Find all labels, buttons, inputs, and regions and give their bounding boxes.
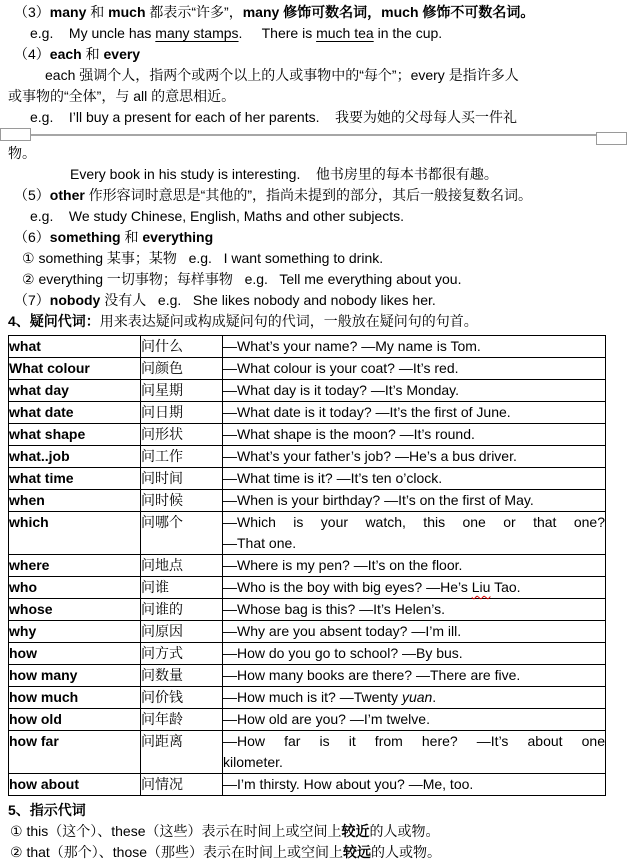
- text-segment: 或事物的“全体”，与 all 的意思相近。: [8, 88, 236, 104]
- example-line: [223, 446, 605, 467]
- text-segment: ② everything 一切事物；每样事物 e.g. Tell me everything about you.: [22, 271, 462, 287]
- example-cell: [223, 468, 606, 490]
- question-word-cell: how many: [9, 665, 141, 687]
- text-segment: —How do you go to school? —By bus.: [223, 645, 463, 661]
- text-segment: each: [49, 46, 82, 62]
- example-line: [223, 468, 605, 489]
- example-cell: [223, 555, 606, 577]
- question-word-cell: what..job: [9, 446, 141, 468]
- text-segment: —Where is my pen? —It’s on the floor.: [223, 557, 463, 573]
- table-row: [9, 687, 606, 709]
- example-line: [223, 533, 605, 554]
- text-segment: other: [49, 187, 85, 203]
- question-word-cell: who: [9, 577, 141, 599]
- example-cell: [223, 665, 606, 687]
- text-segment: 没有人 e.g. She likes nobody and nobody likes her.: [100, 292, 436, 308]
- question-word-cell: whose: [9, 599, 141, 621]
- text-segment: —Whose bag is this? —It’s Helen’s.: [223, 601, 446, 617]
- text-segment: 的人或物。: [371, 844, 442, 860]
- example-line: [223, 665, 605, 686]
- misspelled-word: Liu: [471, 579, 491, 595]
- text-segment: （6）: [14, 229, 50, 245]
- table-row: [9, 599, 606, 621]
- text-segment: 较近: [341, 823, 370, 839]
- question-word-cell: how old: [9, 709, 141, 731]
- doc-line: [8, 164, 613, 185]
- intro-bottom: [8, 143, 613, 332]
- meaning-cell: 问年龄: [141, 709, 223, 731]
- example-line: [223, 599, 605, 620]
- text-segment: —What day is it today? —It’s Monday.: [223, 382, 460, 398]
- example-cell: [223, 643, 606, 665]
- question-word-cell: how: [9, 643, 141, 665]
- table-row: [9, 512, 606, 555]
- page-break-right-mark: [596, 132, 627, 145]
- question-word-cell: what: [9, 336, 141, 358]
- example-line: [223, 687, 605, 708]
- text-segment: —Which is your watch, this one or that one?: [223, 514, 605, 530]
- meaning-cell: 问日期: [141, 402, 223, 424]
- doc-line: [8, 86, 613, 107]
- text-segment: —What’s your father’s job? —He’s a bus driver.: [223, 448, 517, 464]
- example-cell: [223, 512, 606, 555]
- text-segment: much: [108, 4, 146, 20]
- text-segment: 和: [120, 229, 143, 245]
- text-segment: —Who is the boy with big eyes? —He’s: [223, 579, 472, 595]
- text-segment: much tea: [316, 25, 374, 41]
- text-segment: 都表示“许多”，: [145, 4, 243, 20]
- text-segment: —That one.: [223, 535, 297, 551]
- text-segment: e.g. I’ll buy a present for each of her parents. 我要为她的父母每人买一件礼: [30, 109, 518, 125]
- example-line: [223, 424, 605, 445]
- text-segment: yuan: [401, 689, 433, 705]
- text-segment: 的人或物。: [369, 823, 440, 839]
- meaning-cell: 问哪个: [141, 512, 223, 555]
- text-segment: everything: [142, 229, 214, 245]
- table-row: [9, 402, 606, 424]
- text-segment: ② that（那个）、those（那些）表示在时间上或空间上: [10, 844, 344, 860]
- meaning-cell: 问情况: [141, 774, 223, 796]
- meaning-cell: 问星期: [141, 380, 223, 402]
- text-segment: nobody: [49, 292, 101, 308]
- table-row: [9, 577, 606, 599]
- text-segment: . There is: [238, 25, 317, 41]
- text-segment: each 强调个人，指两个或两个以上的人或事物中的“每个”；every 是指许多人: [45, 67, 519, 83]
- example-cell: [223, 621, 606, 643]
- question-word-cell: how much: [9, 687, 141, 709]
- text-segment: Every book in his study is interesting. 他书房里的每本书都很有趣。: [70, 166, 498, 182]
- doc-line: [8, 269, 613, 290]
- footer-section: [8, 800, 613, 863]
- example-line: [223, 402, 605, 423]
- question-word-cell: how about: [9, 774, 141, 796]
- meaning-cell: 问工作: [141, 446, 223, 468]
- example-line: [223, 774, 605, 795]
- text-segment: ① this（这个）、these（这些）表示在时间上或空间上: [10, 823, 342, 839]
- text-segment: —How far is it from here? —It’s about one: [223, 733, 605, 749]
- text-segment: —Why are you absent today? —I’m ill.: [223, 623, 462, 639]
- example-line: [223, 643, 605, 664]
- meaning-cell: 问数量: [141, 665, 223, 687]
- table-row: [9, 709, 606, 731]
- text-segment: many: [49, 4, 87, 20]
- text-segment: many stamps: [155, 25, 239, 41]
- question-word-cell: where: [9, 555, 141, 577]
- doc-line: [8, 143, 613, 164]
- text-segment: 较远: [343, 844, 372, 860]
- doc-line: [8, 821, 613, 842]
- example-line: [223, 752, 605, 773]
- question-word-cell: What colour: [9, 358, 141, 380]
- example-cell: [223, 687, 606, 709]
- meaning-cell: 问距离: [141, 731, 223, 774]
- meaning-cell: 问形状: [141, 424, 223, 446]
- example-line: [223, 490, 605, 511]
- meaning-cell: 问什么: [141, 336, 223, 358]
- text-segment: —What date is it today? —It’s the first of June.: [223, 404, 511, 420]
- table-row: [9, 731, 606, 774]
- table-row: [9, 358, 606, 380]
- example-line: [223, 555, 605, 576]
- example-line: [223, 380, 605, 401]
- example-line: [223, 621, 605, 642]
- example-cell: [223, 380, 606, 402]
- example-cell: [223, 490, 606, 512]
- meaning-cell: 问颜色: [141, 358, 223, 380]
- example-cell: [223, 336, 606, 358]
- example-cell: [223, 446, 606, 468]
- table-row: [9, 336, 606, 358]
- table-row: [9, 490, 606, 512]
- text-segment: 物。: [8, 145, 36, 161]
- intro-top: [8, 2, 613, 128]
- text-segment: 用来表达疑问或构成疑问句的代词，一般放在疑问句的句首。: [99, 313, 478, 329]
- text-segment: —I’m thirsty. How about you? —Me, too.: [223, 776, 474, 792]
- meaning-cell: 问价钱: [141, 687, 223, 709]
- question-word-cell: what day: [9, 380, 141, 402]
- text-segment: many 修饰可数名词，much 修饰不可数名词。: [242, 4, 535, 20]
- question-word-cell: when: [9, 490, 141, 512]
- example-line: [223, 577, 605, 598]
- text-segment: 和: [86, 4, 109, 20]
- doc-line: [8, 206, 613, 227]
- doc-line: [8, 248, 613, 269]
- meaning-cell: 问谁的: [141, 599, 223, 621]
- question-word-cell: why: [9, 621, 141, 643]
- text-segment: something: [49, 229, 121, 245]
- page-break-left-mark: [0, 128, 31, 141]
- question-word-cell: which: [9, 512, 141, 555]
- example-cell: [223, 402, 606, 424]
- text-segment: Tao.: [490, 579, 521, 595]
- doc-line: [8, 23, 613, 44]
- text-segment: —How many books are there? —There are five.: [223, 667, 521, 683]
- example-cell: [223, 358, 606, 380]
- text-segment: —What shape is the moon? —It’s round.: [223, 426, 475, 442]
- example-cell: [223, 577, 606, 599]
- table-row: [9, 621, 606, 643]
- text-segment: e.g. My uncle has: [30, 25, 156, 41]
- example-cell: [223, 774, 606, 796]
- example-cell: [223, 599, 606, 621]
- text-segment: ① something 某事；某物 e.g. I want something to drink.: [22, 250, 384, 266]
- doc-line: [8, 290, 613, 311]
- question-word-cell: what shape: [9, 424, 141, 446]
- table-row: [9, 380, 606, 402]
- text-segment: in the cup.: [373, 25, 443, 41]
- meaning-cell: 问方式: [141, 643, 223, 665]
- example-line: [223, 512, 605, 533]
- doc-line: [8, 65, 613, 86]
- page-break-indicator: [0, 128, 627, 143]
- doc-line: [8, 44, 613, 65]
- text-segment: 5、指示代词: [8, 802, 86, 818]
- table-row: [9, 468, 606, 490]
- text-segment: 4、疑问代词：: [8, 313, 100, 329]
- doc-line: [8, 842, 613, 863]
- text-segment: —What colour is your coat? —It’s red.: [223, 360, 459, 376]
- doc-line: [8, 311, 613, 332]
- text-segment: （4）: [14, 46, 50, 62]
- text-segment: 作形容词时意思是“其他的”，指尚未提到的部分，其后一般接复数名词。: [84, 187, 533, 203]
- text-segment: —How much is it? —Twenty: [223, 689, 402, 705]
- pronoun-table-body: [9, 336, 606, 796]
- text-segment: e.g. We study Chinese, English, Maths and other subjects.: [30, 208, 405, 224]
- text-segment: —How old are you? —I’m twelve.: [223, 711, 430, 727]
- meaning-cell: 问原因: [141, 621, 223, 643]
- example-cell: [223, 424, 606, 446]
- text-segment: —When is your birthday? —It’s on the first of May.: [223, 492, 534, 508]
- question-word-cell: how far: [9, 731, 141, 774]
- text-segment: kilometer.: [223, 754, 283, 770]
- text-segment: —What’s your name? —My name is Tom.: [223, 338, 481, 354]
- table-row: [9, 665, 606, 687]
- text-segment: （7）: [14, 292, 50, 308]
- example-line: [223, 336, 605, 357]
- doc-line: [8, 227, 613, 248]
- doc-line: [8, 800, 613, 821]
- doc-line: [8, 2, 613, 23]
- text-segment: （3）: [14, 4, 50, 20]
- interrogative-pronoun-table: [8, 335, 606, 796]
- meaning-cell: 问时间: [141, 468, 223, 490]
- example-cell: [223, 709, 606, 731]
- example-line: [223, 709, 605, 730]
- text-segment: .: [432, 689, 437, 705]
- text-segment: every: [103, 46, 141, 62]
- table-row: [9, 774, 606, 796]
- page-break-line: [0, 134, 627, 136]
- text-segment: —What time is it? —It’s ten o’clock.: [223, 470, 443, 486]
- table-row: [9, 446, 606, 468]
- table-row: [9, 555, 606, 577]
- question-word-cell: what time: [9, 468, 141, 490]
- doc-line: [8, 107, 613, 128]
- meaning-cell: 问谁: [141, 577, 223, 599]
- table-row: [9, 424, 606, 446]
- text-segment: （5）: [14, 187, 50, 203]
- text-segment: 和: [81, 46, 104, 62]
- example-line: [223, 731, 605, 752]
- meaning-cell: 问地点: [141, 555, 223, 577]
- question-word-cell: what date: [9, 402, 141, 424]
- example-cell: [223, 731, 606, 774]
- table-row: [9, 643, 606, 665]
- example-line: [223, 358, 605, 379]
- doc-line: [8, 185, 613, 206]
- meaning-cell: 问时候: [141, 490, 223, 512]
